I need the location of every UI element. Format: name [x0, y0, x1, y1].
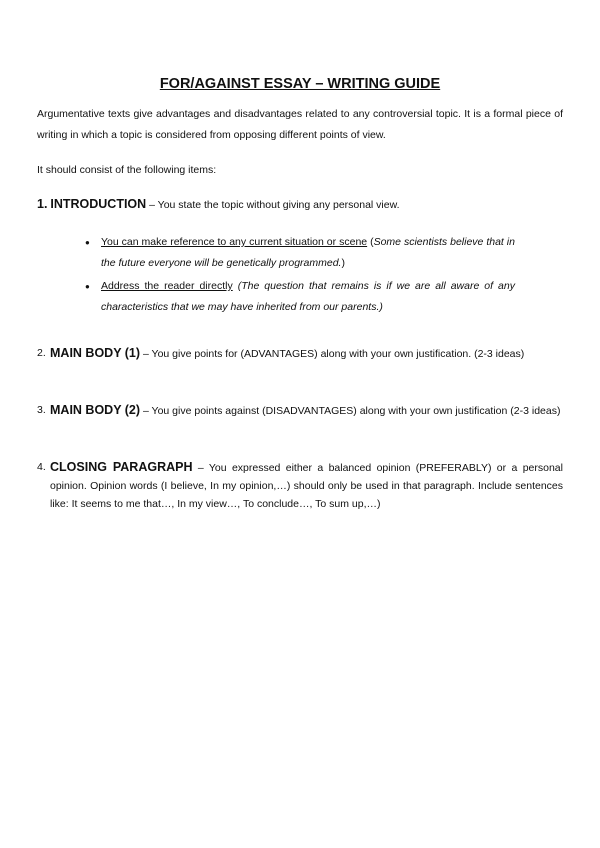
- section-text: – You give points against (DISADVANTAGES) along with your own justification (2-3 ideas): [140, 405, 561, 417]
- section-number: 4.: [37, 461, 46, 473]
- bullet-example: (The question that remains is if we are all aware of any characteristics that we may have inherited from our parents.): [101, 280, 515, 313]
- bullet-underlined-text: Address the reader directly: [101, 280, 233, 292]
- introduction-bullet-list: [85, 232, 515, 320]
- page-title: FOR/AGAINST ESSAY – WRITING GUIDE: [159, 76, 441, 92]
- bullet-close: ): [341, 257, 345, 269]
- section-heading: MAIN BODY (1): [50, 346, 141, 360]
- section-main-body-2: [37, 401, 563, 420]
- bullet-example: Some scientists believe that in the future everyone will be genetically programmed.: [101, 236, 515, 269]
- section-number: 1.: [37, 197, 48, 211]
- bullet-open: (: [367, 236, 374, 248]
- section-heading: INTRODUCTION: [50, 197, 147, 211]
- section-heading: CLOSING PARAGRAPH: [50, 460, 193, 474]
- section-text: – You expressed either a balanced opinion (PREFERABLY) or a personal opinion. Opinion words (I believe, In my opinion,…) should only be used in that paragraph. Include sentences like: It seems to me that…, In my view…, To conclude…, To sum up,…): [50, 462, 563, 510]
- section-number: 3.: [37, 404, 46, 416]
- list-item: [85, 276, 515, 318]
- section-text: – You give points for (ADVANTAGES) along with your own justification. (2-3 ideas): [140, 348, 525, 360]
- section-main-body-1: [37, 344, 563, 363]
- section-heading: MAIN BODY (2): [50, 403, 141, 417]
- section-text: – You state the topic without giving any personal view.: [146, 199, 400, 211]
- list-item: [85, 232, 515, 274]
- intro-paragraph: Argumentative texts give advantages and disadvantages related to any controversial topic. It is a formal piece of writing in which a topic is considered from opposing different points of view.: [37, 108, 563, 141]
- bullet-underlined-text: You can make reference to any current situation or scene: [101, 236, 368, 248]
- section-closing-paragraph: [37, 458, 563, 513]
- section-number: 2.: [37, 347, 46, 359]
- consist-paragraph: It should consist of the following items:: [37, 164, 217, 176]
- section-introduction: [37, 194, 563, 215]
